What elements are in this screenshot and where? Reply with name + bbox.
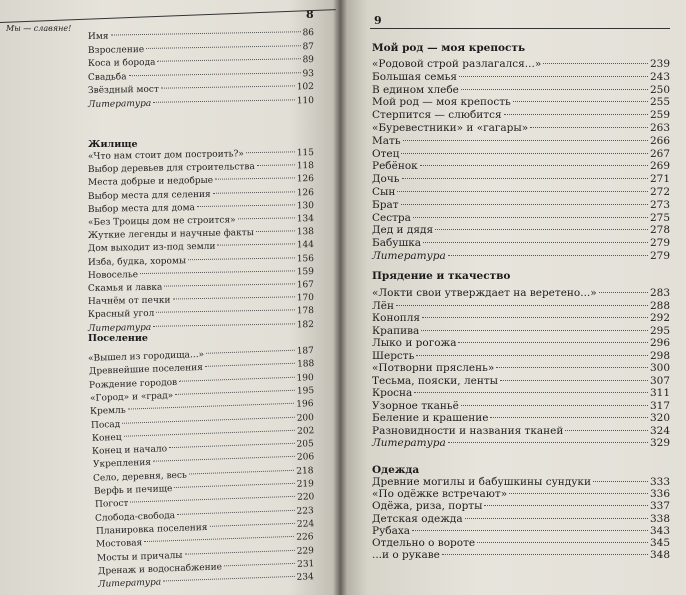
toc-entry-page: 267: [649, 147, 670, 160]
left-page: [0, 0, 340, 595]
toc-entry-title: Конопля: [372, 312, 421, 324]
toc-entry: [88, 188, 314, 202]
toc-entry-title: «Без Троицы дом не строится»: [87, 215, 236, 228]
toc-entry: [88, 320, 314, 334]
toc-leader-dots: [153, 456, 295, 462]
toc-entry-page: 259: [649, 109, 670, 122]
toc-entry-title: Ребёнок: [372, 160, 418, 173]
toc-leader-dots: [543, 63, 648, 64]
toc-entry-title: Коса и борода: [87, 57, 156, 69]
toc-entry: [88, 280, 314, 294]
toc-entry-title: Конец и начало: [92, 444, 168, 457]
toc-entry: [88, 28, 314, 42]
toc-leader-dots: [123, 430, 295, 437]
toc-entry-page: 89: [302, 55, 315, 66]
toc-leader-dots: [197, 204, 295, 207]
toc-entry-title: Древние могилы и бабушкины сундуки: [372, 476, 591, 488]
toc-entry-page: 200: [296, 412, 315, 424]
toc-entry-page: 87: [302, 41, 315, 52]
toc-entry-title: Кросна: [372, 387, 413, 399]
toc-leader-dots: [153, 99, 295, 102]
toc-leader-dots: [401, 204, 648, 205]
toc-leader-dots: [204, 363, 294, 367]
toc-entry: [372, 312, 670, 324]
toc-entry-page: 271: [649, 173, 670, 186]
toc-entry: [372, 58, 670, 70]
toc-entry-page: 195: [296, 385, 315, 397]
toc-leader-dots: [416, 355, 648, 356]
toc-entry-title: Конец: [91, 432, 122, 444]
toc-leader-dots: [257, 165, 295, 167]
toc-leader-dots: [414, 392, 648, 393]
toc-entry-page: 345: [649, 537, 670, 549]
toc-entry-page: 273: [649, 198, 670, 211]
toc-entry-title: Слобода-свобода: [95, 510, 176, 524]
toc-entry-page: 134: [296, 214, 315, 225]
toc-entry-page: 182: [296, 319, 315, 330]
toc-leader-dots: [412, 530, 648, 531]
toc-entry-page: 279: [649, 250, 670, 262]
toc-entry: [372, 237, 670, 249]
toc-entry-page: 283: [649, 287, 670, 299]
toc-entry: [372, 250, 670, 262]
toc-leader-dots: [161, 85, 295, 88]
toc-entry-title: Рубаха: [372, 524, 411, 537]
toc-leader-dots: [459, 76, 648, 77]
toc-entry-title: Выбор места для дома: [87, 202, 196, 215]
toc-leader-dots: [128, 403, 295, 410]
toc-entry-page: 138: [296, 227, 315, 238]
toc-entry-page: 187: [296, 346, 315, 357]
toc-leader-dots: [169, 443, 295, 448]
toc-entry: [88, 227, 314, 241]
toc-entry-title: В едином хлебе: [372, 83, 459, 96]
toc-entry-page: 298: [649, 349, 670, 362]
toc-entry-page: 115: [296, 148, 315, 159]
toc-entry-page: 126: [296, 187, 315, 198]
toc-entry-page: 295: [649, 324, 670, 337]
section-heading-weaving: Прядение и ткачество: [372, 270, 511, 282]
toc-entry: [372, 412, 670, 424]
toc-entry: [372, 148, 670, 160]
toc-entry-page: 329: [649, 437, 670, 449]
toc-leader-dots: [140, 270, 295, 274]
toc-leader-dots: [565, 430, 648, 431]
toc-entry: [88, 306, 314, 320]
toc-entry-page: 188: [296, 359, 315, 370]
toc-entry-page: 178: [296, 306, 315, 317]
toc-entry-title: «По одёжке встречают»: [372, 488, 508, 501]
toc-entry-title: «Потворни пряслень»: [372, 362, 495, 374]
toc-entry: [372, 300, 670, 312]
toc-entry-title: Мосты и причалы: [96, 550, 183, 564]
toc-entry-title: Дренаж и водоснабжение: [97, 562, 222, 577]
toc-entry-title: Село, деревня, весь: [93, 470, 188, 484]
toc-entry: [88, 82, 314, 96]
toc-entry-title: Рождение городов: [89, 377, 178, 391]
toc-leader-dots: [461, 89, 648, 90]
toc-entry: [88, 161, 314, 175]
toc-entry-title: Дом выходит из-под земли: [87, 242, 216, 255]
toc-entry-page: 126: [296, 174, 315, 185]
toc-leader-dots: [396, 305, 648, 306]
toc-entry: [372, 488, 670, 500]
toc-entry-title: Узорное тканьё: [372, 399, 459, 412]
toc-leader-dots: [448, 442, 648, 443]
toc-entry-title: «Локти свои утверждает на веретено...»: [372, 287, 597, 299]
toc-entry-page: 307: [649, 374, 670, 387]
toc-entry: [372, 224, 670, 236]
toc-entry: [88, 42, 314, 56]
toc-entry-title: Стерпится — слюбится: [372, 109, 502, 122]
toc-entry: [372, 199, 670, 211]
toc-entry-page: 229: [296, 545, 315, 557]
toc-entry-page: 343: [649, 524, 670, 537]
toc-leader-dots: [157, 58, 300, 61]
toc-entry-page: 223: [296, 505, 315, 517]
toc-entry-title: Имя: [87, 31, 109, 42]
toc-entry-page: 102: [296, 82, 315, 93]
toc-entry-page: 320: [649, 412, 670, 424]
header-rule-right: [370, 28, 670, 29]
toc-entry-page: 263: [649, 122, 670, 134]
toc-entry-page: 206: [296, 452, 315, 464]
toc-leader-dots: [448, 255, 648, 256]
toc-entry: [372, 362, 670, 374]
toc-entry-title: Места добрые и недобрые: [87, 176, 214, 189]
toc-entry: [372, 350, 670, 362]
toc-entry: [372, 287, 670, 299]
toc-entry-title: Брат: [372, 198, 399, 211]
toc-entry-page: 243: [649, 70, 670, 83]
toc-leader-dots: [174, 483, 294, 488]
running-head: Мы — славяне!: [6, 24, 72, 33]
toc-entry-title: Беление и крашение: [372, 412, 489, 424]
toc-leader-dots: [217, 244, 294, 246]
toc-leader-dots: [599, 292, 648, 293]
toc-entry-page: 292: [649, 312, 670, 324]
toc-entry-page: 266: [649, 134, 670, 147]
toc-entry: [372, 425, 670, 437]
toc-leader-dots: [484, 505, 647, 506]
toc-entry-title: Большая семья: [372, 70, 458, 83]
toc-entry: [372, 186, 670, 198]
toc-leader-dots: [223, 563, 294, 566]
toc-leader-dots: [477, 542, 648, 543]
toc-leader-dots: [422, 317, 648, 318]
toc-entry: [88, 201, 314, 215]
toc-entry-title: Красный угол: [87, 309, 155, 321]
section-heading-clothing: Одежда: [372, 464, 420, 476]
toc-leader-dots: [146, 45, 300, 49]
toc-entry: [372, 537, 670, 549]
toc-entry-page: 338: [649, 512, 670, 525]
toc-entry-page: 279: [649, 237, 670, 250]
toc-entry: [88, 214, 314, 228]
toc-leader-dots: [403, 140, 648, 141]
toc-entry-title: Выбор места для селения: [87, 189, 211, 202]
toc-entry-title: Жуткие легенды и научные факты: [87, 228, 254, 242]
toc-entry-page: 156: [296, 253, 315, 264]
toc-leader-dots: [179, 376, 294, 381]
toc-entry-title: Тесьма, пояски, ленты: [372, 374, 499, 387]
toc-entry-page: 336: [649, 488, 670, 501]
toc-entry-page: 170: [296, 293, 315, 304]
toc-entry-title: ...и о рукаве: [372, 549, 440, 562]
toc-entry-title: Кремль: [90, 405, 127, 418]
toc-entry-title: Мать: [372, 134, 401, 147]
toc-entry-title: Литература: [87, 322, 152, 334]
toc-entry-page: 93: [302, 68, 315, 79]
toc-entry-page: 250: [649, 83, 670, 96]
toc-leader-dots: [189, 470, 295, 475]
toc-leader-dots: [163, 576, 294, 582]
toc-leader-dots: [177, 509, 294, 514]
toc-entry-page: 118: [296, 161, 315, 172]
toc-entry-title: Отдельно о вороте: [372, 537, 476, 549]
toc-entry-title: Планировка поселения: [95, 522, 208, 537]
toc-entry-page: 269: [649, 160, 670, 173]
toc-leader-dots: [213, 191, 295, 193]
section-heading-settlement: Поселение: [88, 333, 148, 344]
toc-entry-title: Древнейшие поселения: [88, 363, 203, 378]
toc-entry-page: 220: [296, 492, 315, 504]
toc-entry-page: 288: [649, 299, 670, 312]
toc-leader-dots: [593, 481, 648, 482]
toc-entry-page: 311: [649, 387, 670, 399]
section-heading-dwelling: Жилище: [88, 139, 138, 150]
toc-entry: [372, 160, 670, 172]
toc-entry-page: 333: [649, 476, 670, 488]
toc-leader-dots: [423, 242, 648, 243]
toc-leader-dots: [465, 518, 648, 519]
toc-entry: [372, 135, 670, 147]
toc-entry: [372, 84, 670, 96]
toc-leader-dots: [188, 257, 295, 260]
toc-entry-page: 348: [649, 549, 670, 562]
toc-entry-title: Начнём от печки: [87, 295, 171, 308]
toc-entry-title: Бабушка: [372, 237, 422, 250]
toc-entry-title: Посад: [90, 419, 121, 431]
toc-entry-title: Детская одежда: [372, 512, 463, 525]
toc-leader-dots: [504, 114, 648, 115]
toc-entry-page: 224: [296, 519, 315, 530]
toc-entry-page: 300: [649, 362, 670, 374]
toc-entry: [372, 400, 670, 412]
toc-entry-title: Взросление: [87, 44, 145, 56]
toc-leader-dots: [413, 217, 648, 218]
toc-leader-dots: [500, 380, 648, 381]
toc-entry-title: Мой род — моя крепость: [372, 96, 511, 109]
toc-entry-page: 317: [649, 399, 670, 412]
toc-entry: [88, 69, 314, 83]
toc-leader-dots: [209, 523, 294, 527]
toc-leader-dots: [145, 536, 295, 542]
toc-entry-title: Отец: [372, 147, 400, 160]
toc-entry-page: 234: [296, 572, 315, 583]
toc-entry-page: 275: [649, 211, 670, 224]
toc-entry-page: 296: [649, 337, 670, 349]
toc-entry: [372, 549, 670, 561]
toc-leader-dots: [172, 297, 294, 300]
toc-entry: [88, 96, 314, 110]
toc-entry-title: «Буревестники» и «гагары»: [372, 122, 529, 134]
toc-entry-page: 324: [649, 424, 670, 437]
toc-entry-title: Литература: [98, 577, 162, 590]
toc-entry-page: 231: [296, 559, 315, 570]
toc-leader-dots: [153, 323, 295, 326]
toc-entry-title: Литература: [372, 250, 446, 262]
toc-entry-title: Скамья и лавка: [87, 282, 163, 294]
toc-leader-dots: [111, 31, 301, 35]
toc-entry-page: 278: [649, 224, 670, 237]
toc-entry-title: Сестра: [372, 211, 411, 224]
toc-entry-page: 218: [296, 465, 315, 477]
toc-entry-title: Звёздный мост: [87, 84, 160, 96]
toc-leader-dots: [397, 191, 648, 192]
toc-leader-dots: [156, 310, 294, 313]
toc-entry: [372, 173, 670, 185]
toc-entry-page: 196: [296, 399, 315, 410]
toc-entry-title: Крапива: [372, 324, 420, 337]
toc-entry: [372, 513, 670, 525]
toc-leader-dots: [496, 367, 648, 368]
right-page: [340, 0, 686, 595]
toc-entry-title: Литература: [372, 437, 446, 449]
toc-entry-title: Лыко и рогожа: [372, 337, 457, 349]
toc-entry-page: 226: [296, 532, 315, 543]
toc-entry: [372, 387, 670, 399]
toc-leader-dots: [246, 151, 295, 153]
toc-leader-dots: [435, 229, 648, 230]
toc-entry-page: 86: [302, 28, 315, 39]
toc-entry-page: 239: [649, 58, 670, 70]
toc-entry-title: Лён: [372, 299, 394, 312]
toc-leader-dots: [175, 390, 295, 395]
toc-entry-page: 190: [296, 372, 315, 384]
toc-entry-title: «Что нам стоит дом построить?»: [87, 149, 244, 162]
toc-leader-dots: [206, 350, 295, 354]
toc-entry-title: Мостовая: [96, 538, 143, 550]
toc-entry-title: «Родовой строй разлагался...»: [372, 58, 542, 70]
toc-entry-title: Верфь и печище: [93, 484, 173, 497]
toc-leader-dots: [164, 283, 294, 286]
toc-entry: [88, 254, 314, 268]
toc-entry-page: 219: [296, 479, 315, 490]
toc-entry: [372, 500, 670, 512]
toc-entry: [372, 375, 670, 387]
toc-leader-dots: [461, 405, 648, 406]
toc-leader-dots: [130, 496, 295, 503]
toc-entry-title: Выбор деревьев для строительства: [87, 162, 255, 176]
toc-entry-title: Разновидности и названия тканей: [372, 424, 564, 437]
toc-entry: [372, 71, 670, 83]
toc-entry-title: «Вышел из городища...»: [87, 349, 205, 364]
toc-entry: [372, 476, 670, 488]
toc-leader-dots: [490, 417, 648, 418]
toc-leader-dots: [215, 178, 295, 180]
toc-entry-page: 159: [296, 266, 315, 278]
toc-entry-page: 144: [296, 240, 315, 251]
toc-entry-page: 130: [296, 200, 315, 212]
toc-leader-dots: [401, 153, 648, 154]
toc-entry: [88, 55, 314, 69]
toc-entry-title: Погост: [94, 498, 129, 511]
toc-entry: [372, 337, 670, 349]
toc-entry-title: Дед и дядя: [372, 224, 434, 237]
toc-entry: [88, 148, 314, 162]
section-heading-family: Мой род — моя крепость: [372, 42, 526, 54]
toc-entry-title: Шерсть: [372, 349, 415, 362]
toc-entry-title: Изба, будка, хоромы: [87, 255, 187, 268]
toc-entry: [372, 122, 670, 134]
toc-entry-page: 272: [649, 186, 670, 198]
toc-entry: [372, 525, 670, 537]
toc-entry: [88, 174, 314, 188]
toc-leader-dots: [256, 231, 295, 233]
toc-leader-dots: [129, 72, 301, 76]
toc-entry: [88, 293, 314, 307]
toc-leader-dots: [513, 101, 648, 102]
toc-entry-page: 110: [296, 95, 315, 106]
toc-entry-page: 205: [296, 439, 315, 450]
toc-leader-dots: [421, 330, 648, 331]
toc-leader-dots: [238, 217, 295, 219]
toc-leader-dots: [442, 554, 648, 555]
toc-entry-page: 255: [649, 96, 670, 109]
toc-leader-dots: [420, 165, 648, 166]
toc-entry-title: Сын: [372, 186, 396, 198]
toc-leader-dots: [530, 127, 648, 128]
toc-leader-dots: [458, 342, 647, 343]
toc-leader-dots: [184, 549, 294, 554]
toc-entry: [372, 325, 670, 337]
toc-leader-dots: [509, 493, 648, 494]
toc-entry-title: Свадьба: [87, 71, 127, 83]
toc-entry: [372, 437, 670, 449]
toc-entry: [372, 212, 670, 224]
toc-leader-dots: [402, 178, 648, 179]
toc-leader-dots: [122, 416, 295, 423]
toc-entry-page: 167: [296, 280, 315, 291]
toc-entry-title: Укрепления: [92, 458, 151, 471]
toc-entry-title: Одёжа, риза, порты: [372, 500, 483, 513]
toc-entry: [88, 240, 314, 254]
toc-entry: [372, 109, 670, 121]
toc-entry: [88, 267, 314, 281]
header-rule: [0, 9, 336, 23]
toc-entry-title: Новоселье: [87, 269, 139, 281]
toc-entry-title: «Город» и «град»: [89, 390, 174, 404]
left-page-number: 8: [306, 8, 314, 21]
toc-entry-title: Дочь: [372, 173, 400, 186]
toc-entry: [372, 96, 670, 108]
toc-entry-page: 202: [296, 425, 315, 437]
toc-entry-page: 337: [649, 500, 670, 513]
book-gutter: [333, 0, 347, 595]
right-page-number: 9: [374, 14, 382, 27]
toc-entry-title: Литература: [87, 98, 152, 110]
